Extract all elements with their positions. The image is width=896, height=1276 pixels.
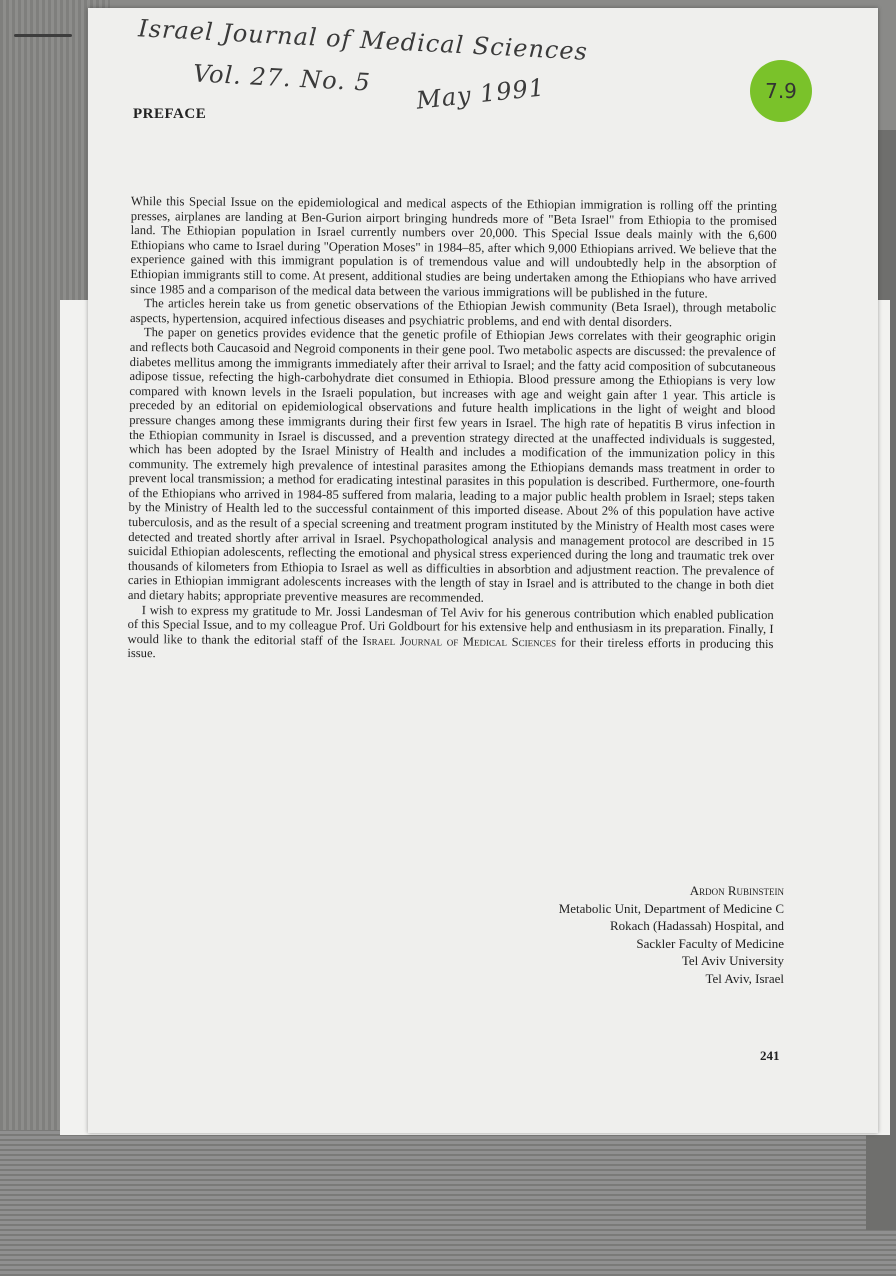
affiliation-line-2: Rokach (Hadassah) Hospital, and	[609, 918, 784, 933]
sticker-label: 7.9	[765, 79, 797, 103]
affiliation-line-4: Tel Aviv University	[681, 953, 784, 968]
ack-text-after: for their tireless efforts in producing this issue.	[127, 635, 774, 661]
affiliation-line-5: Tel Aviv, Israel	[705, 970, 784, 986]
page-number: 241	[760, 1048, 780, 1063]
page-title: PREFACE	[133, 106, 207, 122]
affiliation-line-1: Metabolic Unit, Department of Medicine C	[558, 900, 784, 916]
paragraph-1: While this Special Issue on the epidemiological and medical aspects of the Ethiopian immigration is rolling off the printing presses, airplanes are landing at Ben-Gurion airport bringing hundreds more of "Beta Israel" from Ethiopia to the promised land. The Ethiopian population in Israel currently numbers over 20,000. This Special Issue deals mainly with the 6,600 Ethiopians who came to Israel during "Operation Moses" in 1984–85, after which 9,000 Ethiopians arrived. We believe that the experience gained with this immigrant population is of tremendous value and will undoubtedly help in the absorption of Ethiopian immigrants still to come. At present, additional studies are being undertaken among the Ethiopians who have arrived since 1985 and a comparison of the medical data between the various immigrations will be published in the future.	[130, 194, 777, 301]
affiliation-line-3: Sackler Faculty of Medicine	[636, 935, 784, 951]
staple-mark	[14, 34, 72, 37]
journal-name: Israel Journal of Medical Sciences	[362, 633, 557, 650]
ack-text-before: I wish to express my gratitude to Mr. Jossi Landesman of Tel Aviv for his generous contribution which enabled publication of this Special Issue, and to my colleague Prof. Uri Goldbourt for his extensive help and enthusiasm in its preparation. Finally, I would like to thank the editorial staff of the	[127, 602, 774, 648]
author-name: Ardon Rubinstein	[689, 883, 784, 898]
handwritten-volume: Vol. 27. No. 5	[192, 59, 372, 97]
handwritten-date: May 1991	[414, 73, 547, 115]
signature-block	[478, 882, 784, 987]
green-sticker	[750, 60, 812, 122]
paragraph-3: The paper on genetics provides evidence that the genetic profile of Ethiopian Jews correlates with their geographic origin and reflects both Caucasoid and Negroid components in their gene pool. Two metabolic aspects are discussed: the prevalence of diabetes mellitus among the immigrants immediately after their arrival to Israel; and the fatty acid composition of subcutaneous adipose tissue, refecting the high-carbohydrate diet consumed in Ethiopia. Blood pressure among the Ethiopians is very low compared with known levels in the Israeli population, but increases with age and weight gain after 1 year. This article is preceded by an editorial on epidemiological observations and future health implications in the light of weight and blood pressure changes among these immigrants during their first few years in Israel. The high rate of hepatitis B virus infection in the Ethiopian community in Israel is discussed, and a prevention strategy directed at the unaffected individuals is suggested, which has been adopted by the Israel Ministry of Health and includes a modification of the immunization policy in this community. The extremely high prevalence of intestinal parasites among the Ethiopians demands mass treatment in order to prevent local transmission; a method for eradicating intestinal parasites in this population is described. Furthermore, one-fourth of the Ethiopians who arrived in 1984-85 suffered from malaria, leading to a major public health problem in Israel; steps taken by the Ministry of Health led to the successful containment of this imported disease. About 2% of this population have active tuberculosis, and as the result of a special screening and treatment program instituted by the Ministry of Health most cases were detected and treated shortly after arrival in Israel. Psychopathological analysis and management protocol are described in 15 suicidal Ethiopian adolescents, reflecting the emotional and physical stress experienced during the long and traumatic trek over thousands of kilometers from Ethiopia to Israel as well as difficulties in absorbtion and adjustment reaction. The prevalence of caries in Ethiopian immigrant adolescents increases with the length of stay in Israel and is attributed to the change in both diet and dietary habits; appropriate preventive measures are recommended.	[127, 325, 776, 605]
paragraph-acknowledgement	[127, 603, 773, 666]
background-bottom	[0, 1130, 896, 1276]
handwritten-journal-name: Israel Journal of Medical Sciences	[137, 14, 589, 66]
preface-body	[127, 194, 777, 666]
document-page	[88, 8, 878, 1133]
paragraph-2: The articles herein take us from genetic observations of the Ethiopian Jewish community (Beta Israel), through metabolic aspects, hypertension, acquired infectious diseases and psychiatric problems, and end with dental disorders.	[129, 296, 777, 330]
